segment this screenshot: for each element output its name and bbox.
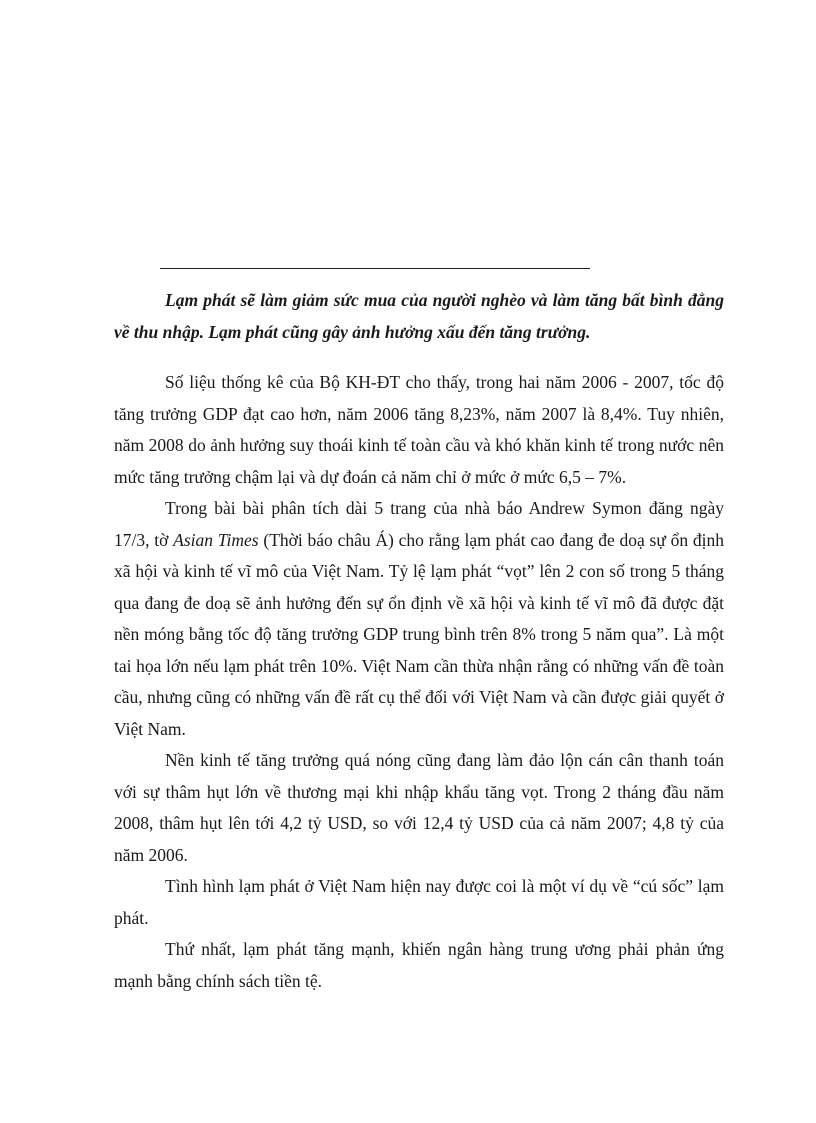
paragraph-asian-times-text-after: (Thời báo châu Á) cho rằng lạm phát cao đang đe doạ sự ổn định xã hội và kinh tế vĩ mô của Việt Nam. Tỷ lệ lạm phát “vọt” lên 2 con số trong 5 tháng qua đang đe doạ sẽ ảnh hưởng đến sự ổn định về xã hội và kinh tế vĩ mô đã được đặt nền móng bằng tốc độ tăng trưởng GDP trung bình trên 8% trong 5 năm qua”. Là một tai họa lớn nếu lạm phát trên 10%. Việt Nam cần thừa nhận rằng có những vấn đề toàn cầu, nhưng cũng có những vấn đề rất cụ thể đối với Việt Nam và cần được giải quyết ở Việt Nam. (114, 529, 724, 739)
paragraph-asian-times-text-before: Trong bài bài phân tích dài 5 trang của nhà báo Andrew Symon đăng ngày 17/3, tờ (114, 498, 724, 550)
section-heading: Lạm phát sẽ làm giảm sức mua của người nghèo và làm tăng bất bình đẳng về thu nhập. Lạm phát cũng gây ảnh hưởng xấu đến tăng trưởng. (114, 290, 724, 342)
body-text (114, 367, 724, 997)
paragraph-inflation-shock: Tình hình lạm phát ở Việt Nam hiện nay được coi là một ví dụ về “cú sốc” lạm phát. (114, 876, 724, 928)
newspaper-name: Asian Times (173, 529, 259, 550)
paragraph-gdp-statistics: Số liệu thống kê của Bộ KH-ĐT cho thấy, trong hai năm 2006 - 2007, tốc độ tăng trưởng GDP đạt cao hơn, năm 2006 tăng 8,23%, năm 2007 là 8,4%. Tuy nhiên, năm 2008 do ảnh hưởng suy thoái kinh tế toàn cầu và khó khăn kinh tế trong nước nên mức tăng trưởng chậm lại và dự đoán cả năm chỉ ở mức ở mức 6,5 – 7%. (114, 372, 724, 487)
paragraph-trade-deficit: Nền kinh tế tăng trưởng quá nóng cũng đang làm đảo lộn cán cân thanh toán với sự thâm hụt lớn về thương mại khi nhập khẩu tăng vọt. Trong 2 tháng đầu năm 2008, thâm hụt lên tới 4,2 tỷ USD, so với 12,4 tỷ USD của cả năm 2007; 4,8 tỷ của năm 2006. (114, 750, 724, 865)
section-separator-line (160, 268, 590, 269)
paragraph-first-point: Thứ nhất, lạm phát tăng mạnh, khiến ngân hàng trung ương phải phản ứng mạnh bằng chính sách tiền tệ. (114, 939, 724, 991)
paragraph-asian-times (114, 493, 724, 745)
